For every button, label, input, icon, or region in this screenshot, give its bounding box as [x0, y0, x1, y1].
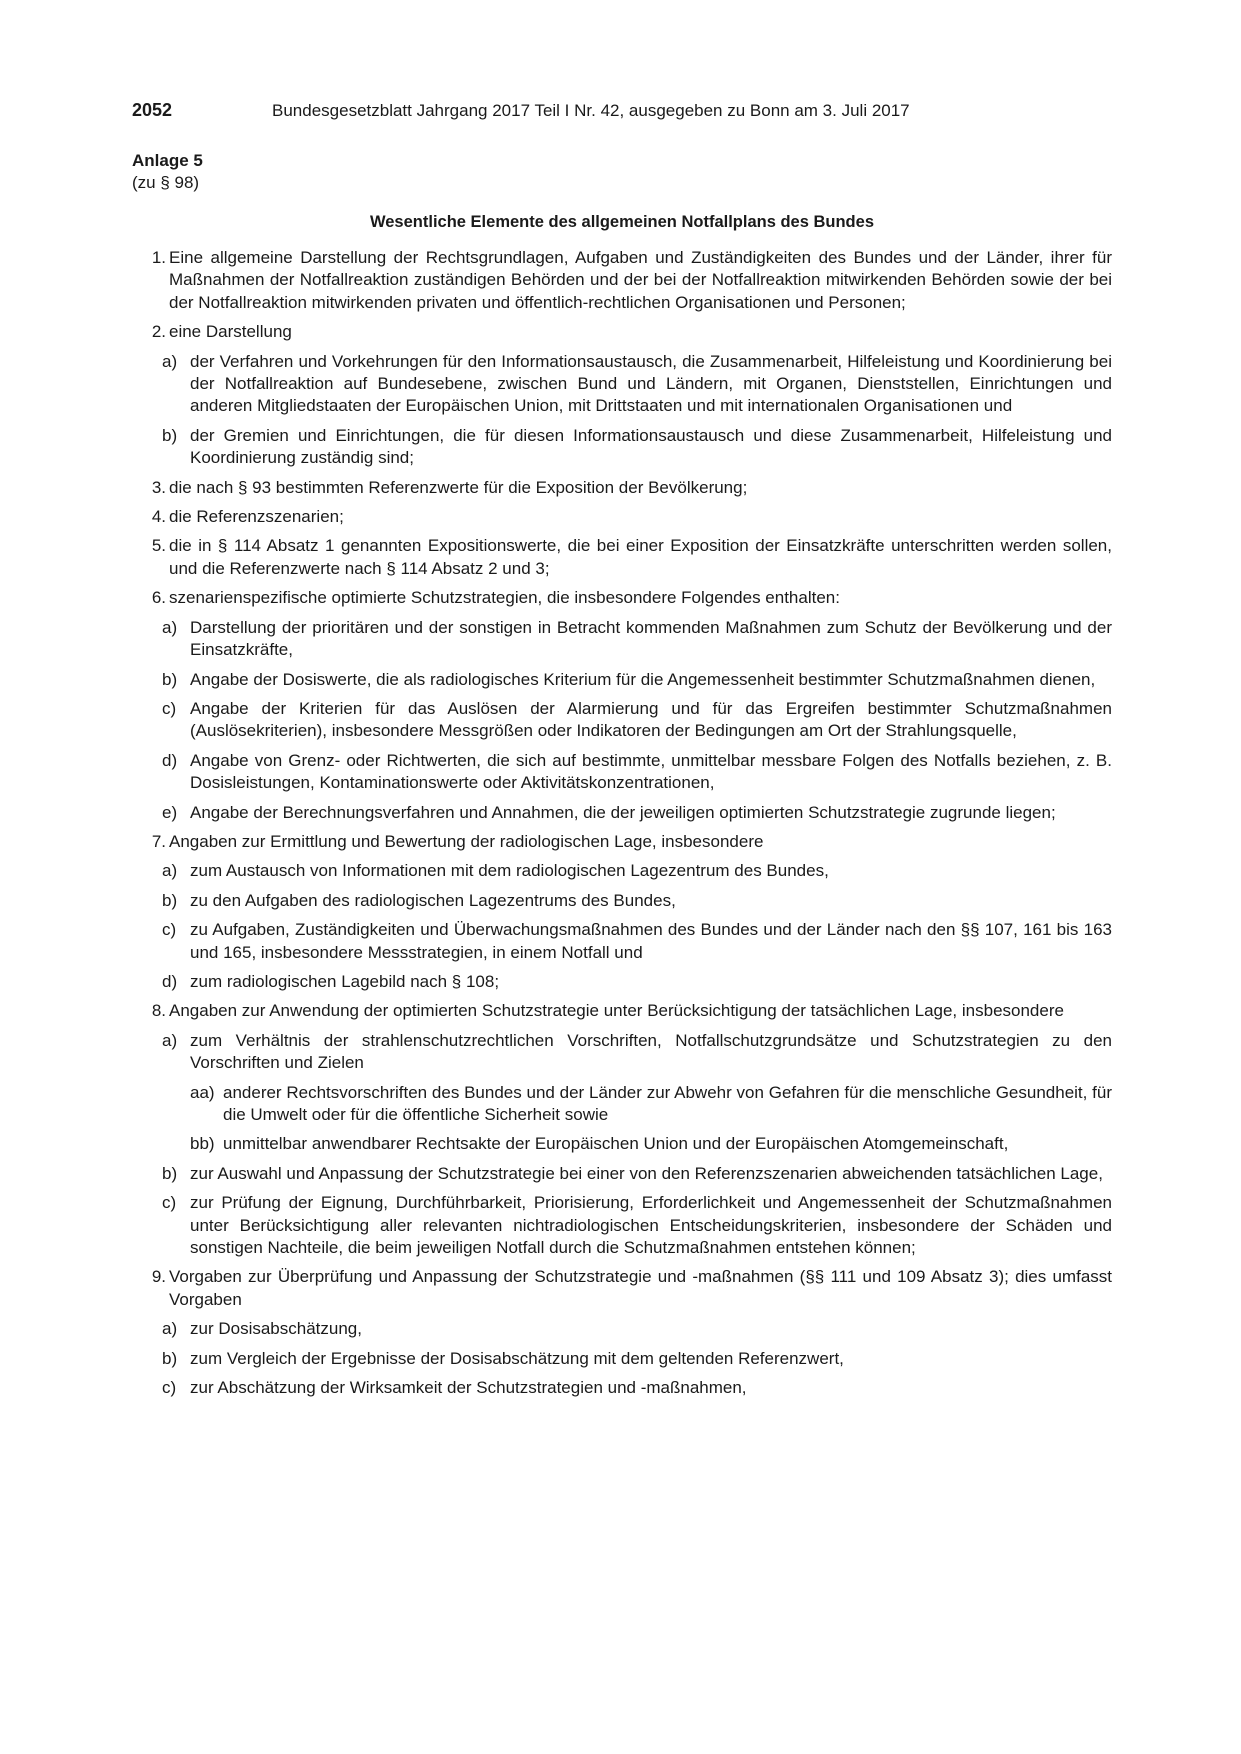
sub-item-text: Angabe der Kriterien für das Auslösen der Alarmierung und für das Ergreifen bestimmter Schutzmaßnahmen (Auslösekriterien), insbesondere Messgrößen oder Indikatoren der Bedingungen am Ort der Strahlungsquelle,: [190, 698, 1112, 741]
sub-item-text: zu Aufgaben, Zuständigkeiten und Überwachungsmaßnahmen des Bundes und der Länder nach den §§ 107, 161 bis 163 und 165, insbesondere Messstrategien, in einem Notfall und: [190, 920, 1112, 962]
item-text: Vorgaben zur Überprüfung und Anpassung der Schutzstrategie und -maßnahmen (§§ 111 und 109 Absatz 3); dies umfasst Vorgaben: [169, 1267, 1112, 1309]
item-text: szenarienspezifische optimierte Schutzstrategien, die insbesondere Folgendes enthalten:: [169, 588, 840, 608]
sub-sub-item-label: aa): [190, 1082, 215, 1102]
sub-item: [162, 1348, 1112, 1370]
sub-item-text: zum Vergleich der Ergebnisse der Dosisabschätzung mit dem geltenden Referenzwert,: [190, 1348, 844, 1368]
sub-item-text: Angabe der Dosiswerte, die als radiologisches Kriterium für die Angemessenheit bestimmter Schutzmaßnahmen dienen,: [190, 669, 1096, 689]
sub-item: [162, 971, 1112, 993]
sub-item-label: c): [162, 1378, 177, 1398]
sub-item: [162, 860, 1112, 882]
sub-sub-item: [190, 1133, 1112, 1155]
item-number: 7.: [151, 831, 166, 851]
sub-item: [162, 617, 1112, 662]
sub-item-label: a): [162, 861, 178, 881]
page-header: [132, 98, 1112, 123]
item-number: 6.: [151, 588, 166, 608]
sub-item: [162, 1377, 1112, 1399]
sub-item-label: b): [162, 669, 178, 689]
list-item: [132, 831, 1112, 993]
item-number: 9.: [151, 1267, 166, 1287]
sub-item-text: zur Auswahl und Anpassung der Schutzstrategie bei einer von den Referenzszenarien abweichenden tatsächlichen Lage,: [190, 1163, 1103, 1183]
sub-item-text: zur Dosisabschätzung,: [190, 1319, 362, 1339]
item-text: die in § 114 Absatz 1 genannten Expositionswerte, die bei einer Exposition der Einsatzkräfte unterschritten werden sollen, und die Referenzwerte nach § 114 Absatz 2 und 3;: [169, 536, 1112, 578]
sub-item-label: e): [162, 802, 178, 822]
sub-item: [162, 750, 1112, 795]
sub-item: [162, 919, 1112, 964]
item-text: Angaben zur Ermittlung und Bewertung der radiologischen Lage, insbesondere: [169, 831, 764, 851]
document-title: Wesentliche Elemente des allgemeinen Notfallplans des Bundes: [369, 213, 874, 231]
sub-item-text: zur Prüfung der Eignung, Durchführbarkeit, Priorisierung, Erforderlichkeit und Angemessenheit der Schutzmaßnahmen unter Berücksichtigung aller relevanten nichtradiologischen Entscheidungskriterien, insbesondere der Schäden und sonstigen Nachteile, die beim jeweiligen Notfall durch die Schutzmaßnahmen entstehen können;: [190, 1193, 1112, 1258]
sub-item: [162, 425, 1112, 470]
sub-item-text: zum radiologischen Lagebild nach § 108;: [190, 971, 500, 991]
sub-item-label: a): [162, 1030, 178, 1050]
list-item: [132, 1000, 1112, 1259]
sub-item: [162, 890, 1112, 912]
sub-item-text: zum Austausch von Informationen mit dem radiologischen Lagezentrum des Bundes,: [190, 861, 829, 881]
sub-item-text: Darstellung der prioritären und der sonstigen in Betracht kommenden Maßnahmen zum Schutz der Bevölkerung und der Einsatzkräfte,: [190, 617, 1112, 660]
item-number: 5.: [151, 536, 166, 556]
sub-item-label: b): [162, 1163, 178, 1183]
sub-sub-item: [190, 1082, 1112, 1127]
sub-item-text: der Verfahren und Vorkehrungen für den Informationsaustausch, die Zusammenarbeit, Hilfeleistung und Koordinierung bei der Notfallreaktion auf Bundesebene, zwischen Bund und Ländern, mit Organen, Dienststellen, Einrichtungen und anderen Mitgliedstaaten der Europäischen Union, mit Drittstaaten und mit internationalen Organisationen und: [190, 351, 1112, 416]
sub-item: [162, 351, 1112, 418]
sub-item-label: c): [162, 1193, 177, 1213]
sub-item-text: zu den Aufgaben des radiologischen Lagezentrums des Bundes,: [190, 890, 676, 910]
sub-item-label: d): [162, 971, 178, 991]
sub-item: [162, 802, 1112, 824]
sub-item: [162, 1318, 1112, 1340]
sub-sub-item-text: anderer Rechtsvorschriften des Bundes und der Länder zur Abwehr von Gefahren für die menschliche Gesundheit, für die Umwelt oder für die öffentliche Sicherheit sowie: [223, 1082, 1112, 1124]
sub-item-label: d): [162, 750, 178, 770]
document-body: [132, 247, 1112, 1399]
sub-item: [162, 1163, 1112, 1185]
item-text: die Referenzszenarien;: [169, 507, 344, 527]
item-number: 1.: [151, 248, 166, 267]
sub-item-text: zum Verhältnis der strahlenschutzrechtlichen Vorschriften, Notfallschutzgrundsätze und Schutzstrategien zu den Vorschriften und Zielen: [190, 1030, 1112, 1073]
list-item: [132, 535, 1112, 580]
sub-sub-item-label: bb): [190, 1134, 215, 1154]
item-text: Eine allgemeine Darstellung der Rechtsgrundlagen, Aufgaben und Zuständigkeiten des Bundes und der Länder, ihrer für Maßnahmen der Notfallreaktion zuständigen Behörden und der bei der Notfallreaktion mitwirkenden Behörden sowie der bei der Notfallreaktion mitwirkenden privaten und öffentlich-rechtlichen Organisationen und Personen;: [169, 248, 1112, 312]
item-number: 3.: [151, 477, 166, 497]
sub-sub-item-text: unmittelbar anwendbarer Rechtsakte der Europäischen Union und der Europäischen Atomgemeinschaft,: [223, 1134, 1009, 1154]
gazette-title: Bundesgesetzblatt Jahrgang 2017 Teil I Nr. 42, ausgegeben zu Bonn am 3. Juli 2017: [272, 101, 910, 120]
sub-item: [162, 1192, 1112, 1259]
sub-item-label: a): [162, 617, 178, 637]
item-text: eine Darstellung: [169, 322, 292, 342]
annex-reference: (zu § 98): [132, 173, 200, 192]
sub-item: [162, 669, 1112, 691]
list-item: [132, 506, 1112, 528]
sub-item-label: b): [162, 425, 178, 445]
sub-item-label: a): [162, 351, 178, 371]
item-number: 4.: [151, 507, 166, 527]
page-number: 2052: [132, 100, 173, 120]
list-item: [132, 587, 1112, 824]
sub-item: [162, 698, 1112, 743]
sub-item-label: b): [162, 890, 178, 910]
item-number: 2.: [151, 322, 166, 342]
sub-item: [162, 1030, 1112, 1156]
sub-item-label: b): [162, 1348, 178, 1368]
sub-item-text: Angabe der Berechnungsverfahren und Annahmen, die der jeweiligen optimierten Schutzstrategie zugrunde liegen;: [190, 802, 1056, 822]
list-item: [132, 477, 1112, 499]
annex-label: Anlage 5: [132, 151, 203, 170]
sub-item-label: c): [162, 698, 177, 718]
list-item: [132, 321, 1112, 469]
sub-item-text: zur Abschätzung der Wirksamkeit der Schutzstrategien und -maßnahmen,: [190, 1378, 747, 1398]
sub-item-text: der Gremien und Einrichtungen, die für diesen Informationsaustausch und diese Zusammenarbeit, Hilfeleistung und Koordinierung zuständig sind;: [190, 425, 1112, 468]
item-text: Angaben zur Anwendung der optimierten Schutzstrategie unter Berücksichtigung der tatsächlichen Lage, insbesondere: [169, 1001, 1064, 1021]
list-item: [132, 1266, 1112, 1399]
item-number: 8.: [151, 1001, 166, 1021]
sub-item-label: c): [162, 920, 177, 940]
sub-item-text: Angabe von Grenz- oder Richtwerten, die sich auf bestimmte, unmittelbar messbare Folgen des Notfalls beziehen, z. B. Dosisleistungen, Kontaminationswerte oder Aktivitätskonzentrationen,: [190, 750, 1112, 793]
document-page: [132, 98, 1112, 1406]
sub-item-label: a): [162, 1319, 178, 1339]
list-item: [132, 247, 1112, 314]
item-text: die nach § 93 bestimmten Referenzwerte für die Exposition der Bevölkerung;: [169, 477, 748, 497]
